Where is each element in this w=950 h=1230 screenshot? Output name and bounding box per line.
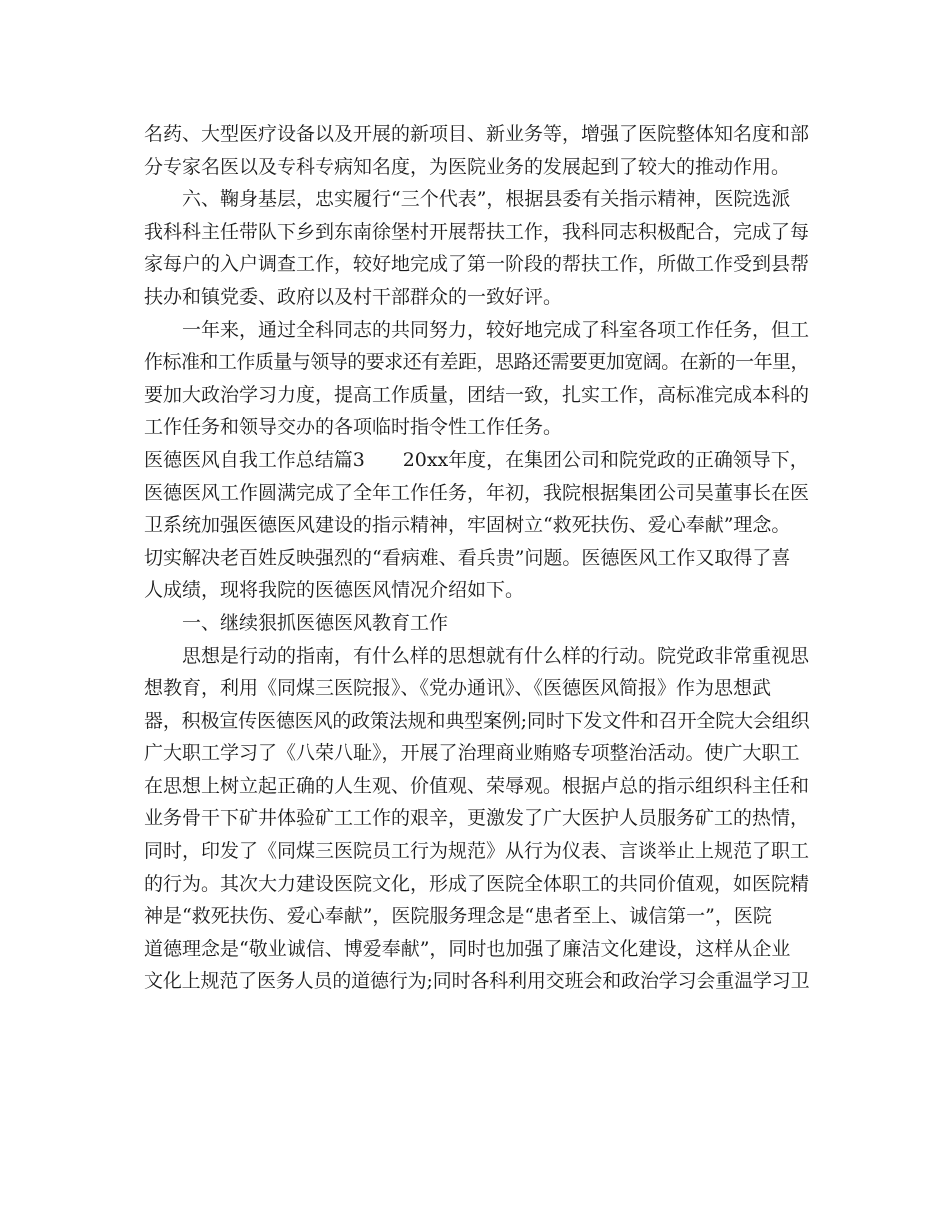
text-line: 在思想上树立起正确的人生观、价值观、荣辱观。根据卢总的指示组织科主任和 <box>144 774 810 797</box>
text-line: 医德医风工作圆满完成了全年工作任务，年初，我院根据集团公司吴董事长在医 <box>144 481 810 504</box>
text-line: 六、鞠身基层，忠实履行“三个代表”，根据县委有关指示精神，医院选派 <box>144 188 791 211</box>
text-line: 一年来，通过全科同志的共同努力，较好地完成了科室各项工作任务，但工 <box>144 318 810 341</box>
document-body <box>144 118 809 998</box>
text-line: 道德理念是“敬业诚信、博爱奉献”，同时也加强了廉洁文化建设，这样从企业 <box>144 937 791 960</box>
text-line: 业务骨干下矿井体验矿工工作的艰辛，更激发了广大医护人员服务矿工的热情， <box>144 807 810 830</box>
text-line: 神是“救死扶伤、爱心奉献”，医院服务理念是“患者至上、诚信第一”，医院 <box>144 905 772 928</box>
text-line: 人成绩，现将我院的医德医风情况介绍如下。 <box>144 579 525 602</box>
text-line: 扶办和镇党委、政府以及村干部群众的一致好评。 <box>144 285 563 308</box>
text-line: 卫系统加强医德医风建设的指示精神，牢固树立“救死扶伤、爱心奉献”理念。 <box>144 514 791 537</box>
text-line: 分专家名医以及专科专病知名度，为医院业务的发展起到了较大的推动作用。 <box>144 155 791 178</box>
text-line: 切实解决老百姓反映强烈的“看病难、看兵贵”问题。医德医风工作又取得了喜 <box>144 546 791 569</box>
text-line: 作标准和工作质量与领导的要求还有差距，思路还需要更加宽阔。在新的一年里， <box>144 351 810 374</box>
text-line: 医德医风自我工作总结篇3 20xx年度，在集团公司和院党政的正确领导下， <box>144 448 809 471</box>
text-line: 一、继续狠抓医德医风教育工作 <box>144 611 449 634</box>
text-line: 器，积极宣传医德医风的政策法规和典型案例;同时下发文件和召开全院大会组织 <box>144 709 810 732</box>
text-line: 广大职工学习了《八荣八耻》，开展了治理商业贿赂专项整治活动。使广大职工 <box>144 742 800 765</box>
text-line: 的行为。其次大力建设医院文化，形成了医院全体职工的共同价值观，如医院精 <box>144 872 810 895</box>
text-line: 名药、大型医疗设备以及开展的新项目、新业务等，增强了医院整体知名度和部 <box>144 123 810 145</box>
text-line: 要加大政治学习力度，提高工作质量，团结一致，扎实工作，高标准完成本科的 <box>144 383 810 406</box>
text-line: 思想是行动的指南，有什么样的思想就有什么样的行动。院党政非常重视思 <box>144 644 810 667</box>
text-line: 同时，印发了《同煤三医院员工行为规范》从行为仪表、言谈举止上规范了职工 <box>144 840 810 863</box>
text-line: 想教育，利用《同煤三医院报》、《党办通讯》、《医德医风简报》作为思想武 <box>144 677 772 700</box>
text-line: 我科科主任带队下乡到东南徐堡村开展帮扶工作，我科同志积极配合，完成了每 <box>144 220 810 243</box>
text-line: 家每户的入户调查工作，较好地完成了第一阶段的帮扶工作，所做工作受到县帮 <box>144 253 810 276</box>
text-line: 工作任务和领导交办的各项临时指令性工作任务。 <box>144 416 563 439</box>
text-line: 文化上规范了医务人员的道德行为;同时各科利用交班会和政治学习会重温学习卫 <box>144 970 810 993</box>
